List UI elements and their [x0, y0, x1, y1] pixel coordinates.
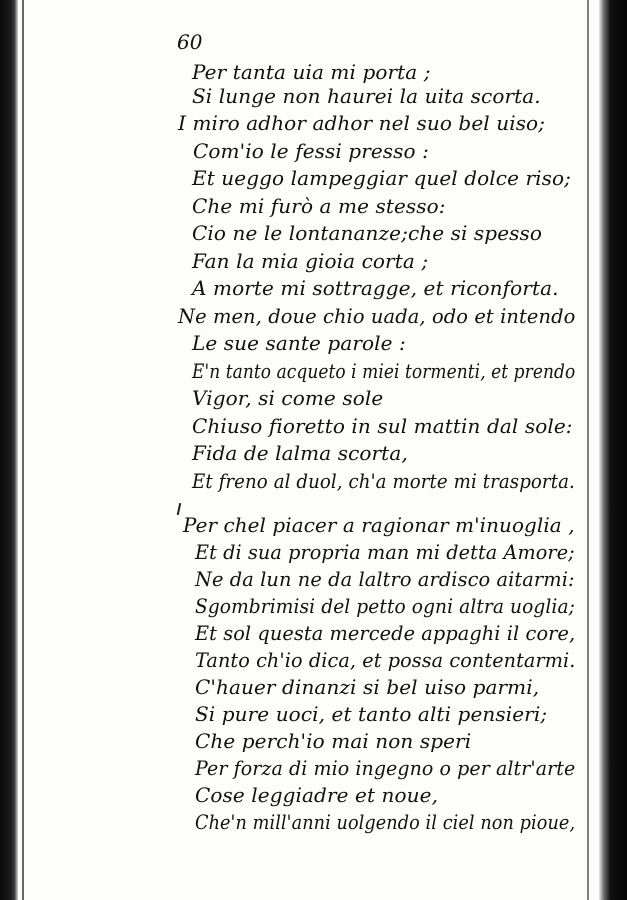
verse-line: C'hauer dinanzi si bel uiso parmi, — [195, 675, 540, 699]
right-edge-shadow — [587, 0, 589, 900]
verse-line: Si lunge non haurei la uita scorta. — [192, 84, 541, 108]
verse-line: Che'n mill'anni uolgendo il ciel non pioue, — [195, 810, 576, 834]
verse-line: Cose leggiadre et noue, — [195, 783, 439, 807]
verse-line: Et freno al duol, ch'a morte mi trasporta. — [192, 469, 575, 493]
verse-line: Fan la mia gioia corta ; — [192, 249, 429, 273]
verse-line: Si pure uoci, et tanto alti pensieri; — [195, 702, 548, 726]
page-number: 60 — [177, 30, 203, 54]
verse-line: E'n tanto acqueto i miei tormenti, et prendo — [192, 359, 576, 383]
verse-line: Et sol questa mercede appaghi il core, — [195, 621, 576, 645]
stray-ink-mark — [177, 503, 181, 515]
verse-line: Fida de lalma scorta, — [192, 441, 408, 465]
verse-line: Per chel piacer a ragionar m'inuoglia , — [183, 513, 575, 537]
left-edge-shadow — [22, 0, 24, 900]
verse-line: I miro adhor adhor nel suo bel uiso; — [178, 111, 546, 135]
verse-line: Cio ne le lontananze;che si spesso — [192, 221, 543, 245]
verse-line: Com'io le fessi presso : — [193, 139, 429, 163]
verse-line: Ne men, doue chio uada, odo et intendo — [178, 304, 576, 328]
verse-line: Et di sua propria man mi detta Amore; — [195, 540, 575, 564]
verse-line: Per tanta uia mi porta ; — [192, 60, 431, 84]
verse-line: Tanto ch'io dica, et possa contentarmi. — [195, 648, 576, 672]
verse-line: Che mi furò a me stesso: — [192, 194, 446, 218]
verse-line: Chiuso fioretto in sul mattin dal sole: — [192, 414, 573, 438]
verse-line: A morte mi sottragge, et riconforta. — [192, 276, 559, 300]
verse-line: Et ueggo lampeggiar quel dolce riso; — [192, 166, 571, 190]
left-binding-edge — [0, 0, 18, 900]
verse-line: Sgombrimisi del petto ogni altra uoglia; — [195, 594, 575, 618]
verse-line: Ne da lun ne da laltro ardisco aitarmi: — [195, 567, 575, 591]
verse-line: Per forza di mio ingegno o per altr'arte — [195, 756, 576, 780]
right-page-edge — [599, 0, 627, 900]
verse-line: Vigor, si come sole — [192, 386, 384, 410]
verse-line: Le sue sante parole : — [192, 331, 406, 355]
verse-line: Che perch'io mai non speri — [195, 729, 472, 753]
